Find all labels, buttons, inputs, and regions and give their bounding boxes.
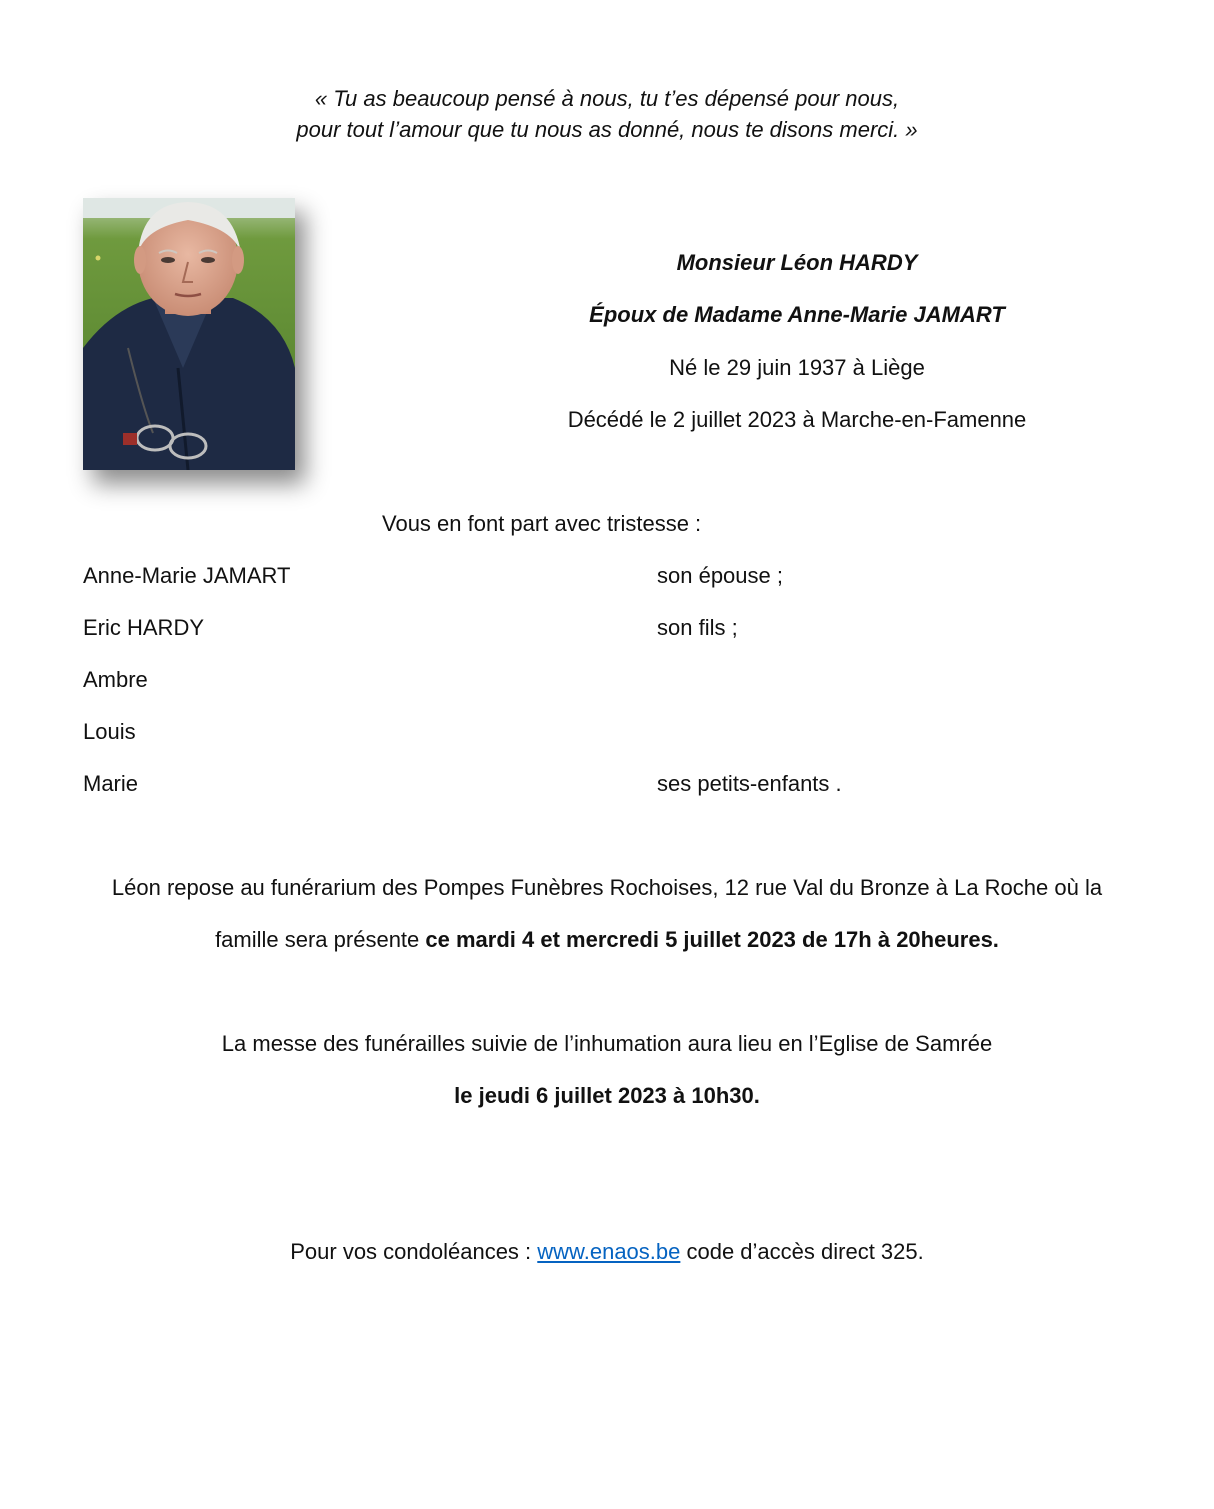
quote-line-2: pour tout l’amour que tu nous as donné, nous te disons merci. » [296,117,918,142]
birth-line: Né le 29 juin 1937 à Liège [669,355,925,380]
family-row [83,667,1133,697]
condolences-suffix: code d’accès direct 325. [680,1239,924,1264]
family-row [83,563,1133,593]
funeral-date: le jeudi 6 juillet 2023 à 10h30. [454,1083,760,1108]
family-member-name: Marie [83,771,139,796]
family-relation: son fils ; [657,615,738,640]
family-row [83,719,1133,749]
condolences-line [0,1239,1214,1265]
condolences-prefix: Pour vos condoléances : [290,1239,538,1264]
spouse-line: Époux de Madame Anne-Marie JAMART [589,302,1005,327]
family-member-name: Eric HARDY [83,615,205,640]
announcement-intro: Vous en font part avec tristesse : [382,511,702,536]
epitaph-quote [0,83,1214,145]
deceased-name: Monsieur Léon HARDY [676,250,918,275]
death-line: Décédé le 2 juillet 2023 à Marche-en-Famenne [567,407,1027,432]
visitation-dates: ce mardi 4 et mercredi 5 juillet 2023 de 17h à 20heures. [425,927,999,952]
quote-line-1: « Tu as beaucoup pensé à nous, tu t’es dépensé pour nous, [314,86,900,111]
funeral-line-1: La messe des funérailles suivie de l’inhumation aura lieu en l’Eglise de Samrée [221,1031,993,1056]
family-relation: ses petits-enfants . [657,771,842,796]
family-relation: son épouse ; [657,563,783,588]
condolences-link[interactable]: www.enaos.be [537,1239,681,1264]
family-member-name: Louis [83,719,136,744]
family-row [83,615,1133,645]
family-member-name: Ambre [83,667,148,692]
visitation-line-1: Léon repose au funérarium des Pompes Funèbres Rochoises, 12 rue Val du Bronze à La Roche où la [111,875,1103,900]
portrait-photo [83,198,295,470]
visitation-text: famille sera présente [215,927,426,952]
visitation-line-2 [0,927,1214,953]
family-member-name: Anne-Marie JAMART [83,563,291,588]
family-row [83,771,1133,801]
